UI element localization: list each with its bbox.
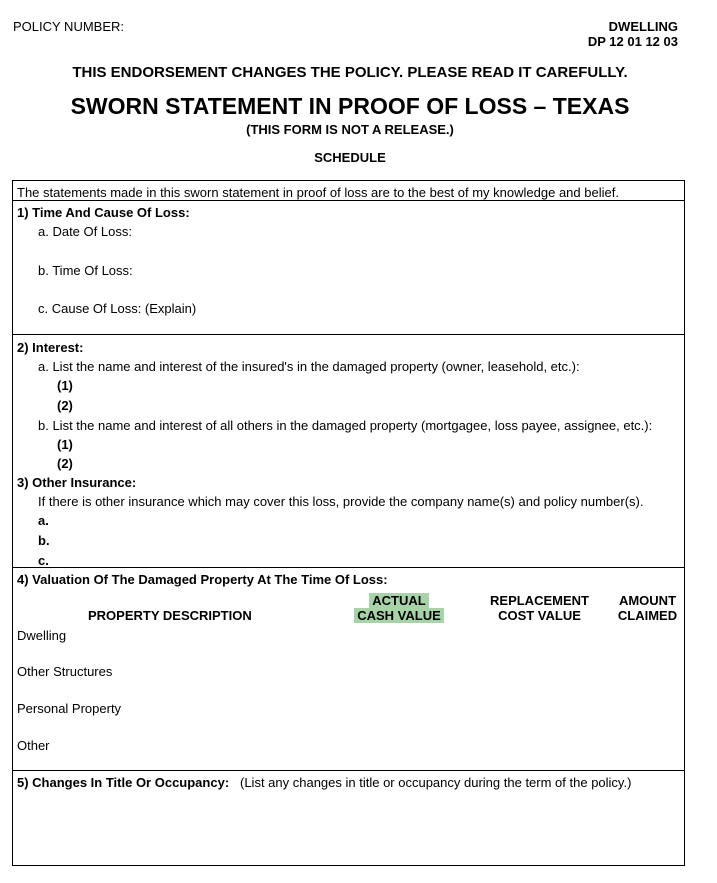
column-header-rcv-line1: REPLACEMENT — [490, 593, 589, 608]
policy-number-label: POLICY NUMBER: — [13, 19, 125, 34]
divider — [12, 567, 685, 568]
column-header-amount-line1: AMOUNT — [618, 593, 677, 608]
endorsement-notice: THIS ENDORSEMENT CHANGES THE POLICY. PLEASE READ IT CAREFULLY. — [72, 64, 628, 81]
other-insurance-line-c[interactable]: c. — [38, 553, 49, 568]
date-of-loss-field[interactable]: a. Date Of Loss: — [38, 224, 132, 239]
column-header-acv-2 — [348, 608, 450, 623]
form-subtitle: (THIS FORM IS NOT A RELEASE.) — [246, 122, 454, 137]
section4-heading: 4) Valuation Of The Damaged Property At The Time Of Loss: — [17, 572, 388, 587]
time-of-loss-field[interactable]: b. Time Of Loss: — [38, 263, 133, 278]
section2-heading: 2) Interest: — [17, 340, 84, 355]
others-interest-line-1[interactable]: (1) — [57, 437, 73, 452]
section3-heading: 3) Other Insurance: — [17, 475, 137, 490]
divider — [12, 334, 685, 335]
insured-interest-line-1[interactable]: (1) — [57, 378, 73, 393]
divider — [12, 770, 685, 771]
insured-interest-line-2[interactable]: (2) — [57, 398, 73, 413]
column-header-acv — [348, 593, 450, 608]
schedule-heading: SCHEDULE — [314, 150, 386, 165]
others-interest-label: b. List the name and interest of all others in the damaged property (mortgagee, loss payee, assignee, etc.): — [38, 418, 653, 433]
other-insurance-text: If there is other insurance which may cover this loss, provide the company name(s) and policy number(s). — [38, 494, 644, 509]
acv-line1: ACTUAL — [369, 593, 428, 608]
form-type: DWELLING — [608, 19, 678, 34]
section5 — [17, 775, 631, 790]
row-other-structures: Other Structures — [17, 664, 113, 679]
column-header-rcv-line2: COST VALUE — [498, 608, 581, 623]
section1-heading: 1) Time And Cause Of Loss: — [17, 205, 190, 220]
acv-line2: CASH VALUE — [354, 608, 444, 623]
section5-text: (List any changes in title or occupancy during the term of the policy.) — [240, 775, 632, 790]
row-dwelling: Dwelling — [17, 628, 67, 643]
statement-text: The statements made in this sworn statement in proof of loss are to the best of my knowledge and belief. — [17, 185, 619, 200]
others-interest-line-2[interactable]: (2) — [57, 456, 73, 471]
section5-heading: 5) Changes In Title Or Occupancy: — [17, 775, 230, 790]
form-box — [12, 180, 685, 866]
column-header-amount-line2: CLAIMED — [617, 608, 678, 623]
other-insurance-line-b[interactable]: b. — [38, 533, 50, 548]
insured-interest-label: a. List the name and interest of the insured's in the damaged property (owner, leasehold, etc.): — [38, 359, 580, 374]
form-code: DP 12 01 12 03 — [587, 34, 678, 49]
column-header-description: PROPERTY DESCRIPTION — [88, 608, 252, 623]
other-insurance-line-a[interactable]: a. — [38, 513, 49, 528]
row-other: Other — [17, 738, 50, 753]
row-personal-property: Personal Property — [17, 701, 122, 716]
cause-of-loss-field[interactable]: c. Cause Of Loss: (Explain) — [38, 301, 197, 316]
divider — [12, 200, 685, 201]
form-title: SWORN STATEMENT IN PROOF OF LOSS – TEXAS — [70, 93, 630, 119]
